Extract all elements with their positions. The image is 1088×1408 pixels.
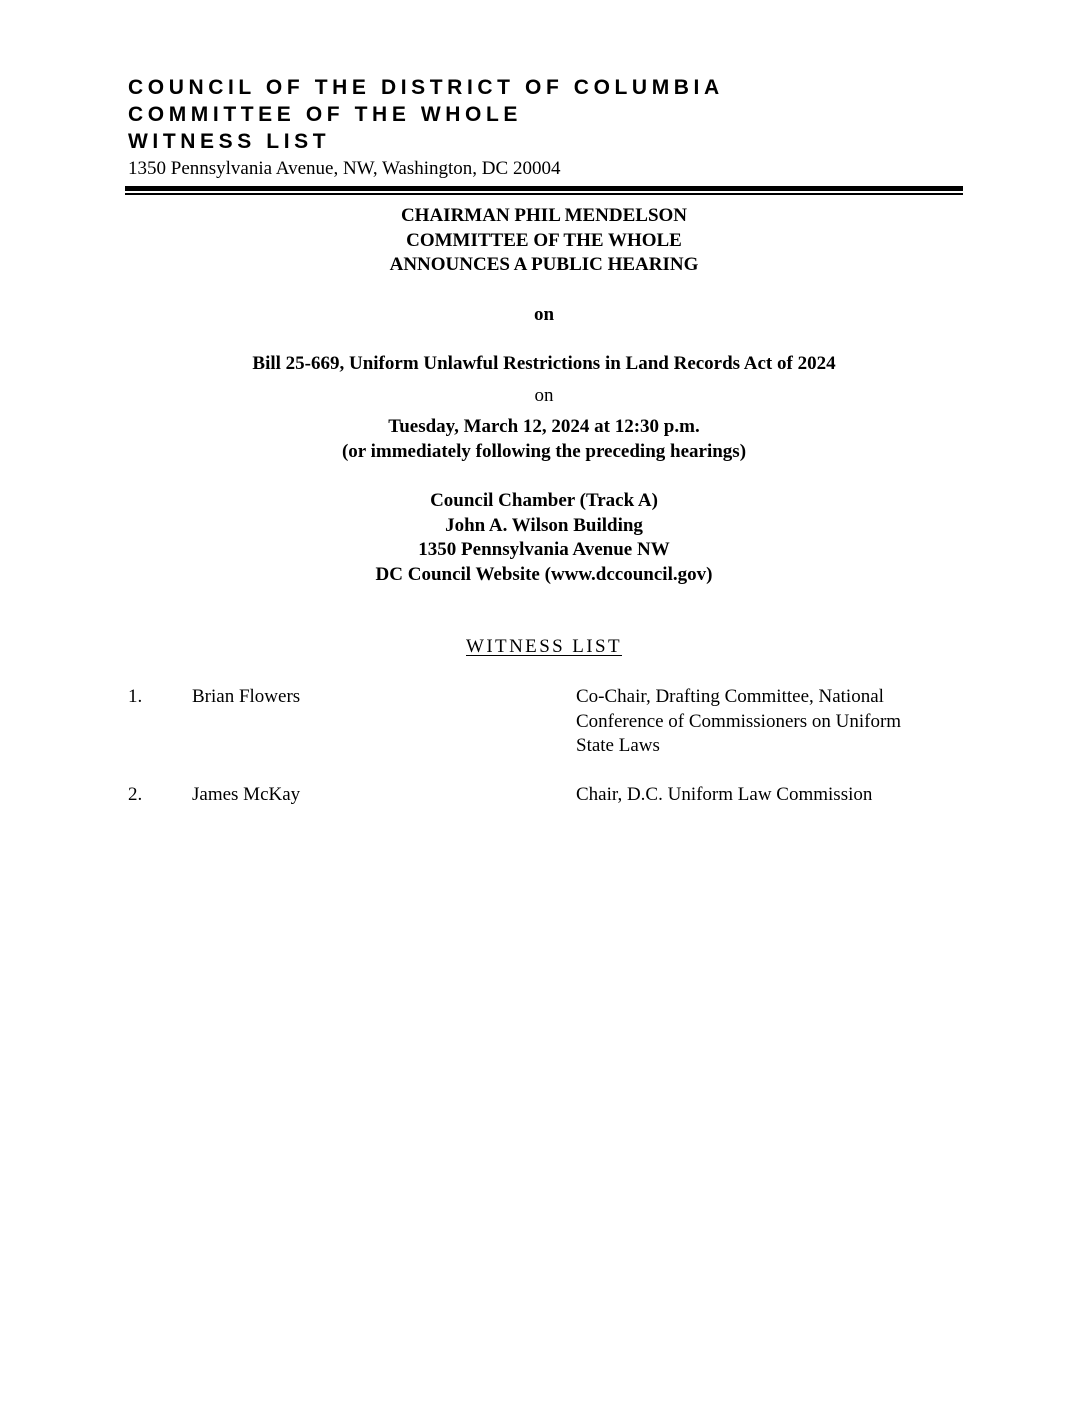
- witness-title-line: Co-Chair, Drafting Committee, National: [576, 686, 884, 707]
- witness-title: [576, 685, 956, 759]
- announcement-committee: COMMITTEE OF THE WHOLE: [406, 229, 682, 251]
- witness-title-line: Chair, D.C. Uniform Law Commission: [576, 784, 873, 805]
- location-website: DC Council Website (www.dccouncil.gov): [375, 563, 713, 585]
- witness-number: 1.: [128, 686, 143, 707]
- letterhead-document-type: WITNESS LIST: [128, 130, 331, 153]
- on-connector-2: on: [534, 385, 554, 406]
- letterhead-council: COUNCIL OF THE DISTRICT OF COLUMBIA: [128, 76, 724, 99]
- letterhead-address: 1350 Pennsylvania Avenue, NW, Washington, DC 20004: [128, 158, 561, 179]
- hearing-date: Tuesday, March 12, 2024 at 12:30 p.m.: [388, 416, 700, 437]
- announcement-heading: [0, 204, 1088, 278]
- bill-title: Bill 25-669, Uniform Unlawful Restrictions in Land Records Act of 2024: [252, 353, 836, 374]
- hearing-date-note: (or immediately following the preceding hearings): [341, 440, 747, 462]
- witness-title-line: State Laws: [576, 735, 660, 756]
- witness-title: [576, 783, 956, 808]
- witness-name: Brian Flowers: [192, 686, 301, 707]
- letterhead-committee: COMMITTEE OF THE WHOLE: [128, 103, 523, 126]
- hearing-datetime: [0, 415, 1088, 464]
- witness-name: James McKay: [192, 784, 301, 805]
- hearing-location: [0, 489, 1088, 587]
- location-building: John A. Wilson Building: [445, 514, 643, 536]
- witness-list-heading-text: WITNESS LIST: [466, 636, 622, 657]
- announcement-hearing: ANNOUNCES A PUBLIC HEARING: [389, 254, 699, 275]
- location-street: 1350 Pennsylvania Avenue NW: [418, 539, 670, 560]
- announcement-chairman: CHAIRMAN PHIL MENDELSON: [400, 205, 688, 226]
- header-divider-thick: [125, 186, 963, 191]
- letterhead: [128, 74, 962, 181]
- header-divider-thin: [125, 193, 963, 195]
- witness-list-heading: [0, 636, 1088, 658]
- witness-number: 2.: [128, 784, 143, 805]
- on-connector-1: on: [533, 304, 555, 325]
- location-room: Council Chamber (Track A): [430, 490, 658, 511]
- witness-title-line: Conference of Commissioners on Uniform: [576, 710, 902, 732]
